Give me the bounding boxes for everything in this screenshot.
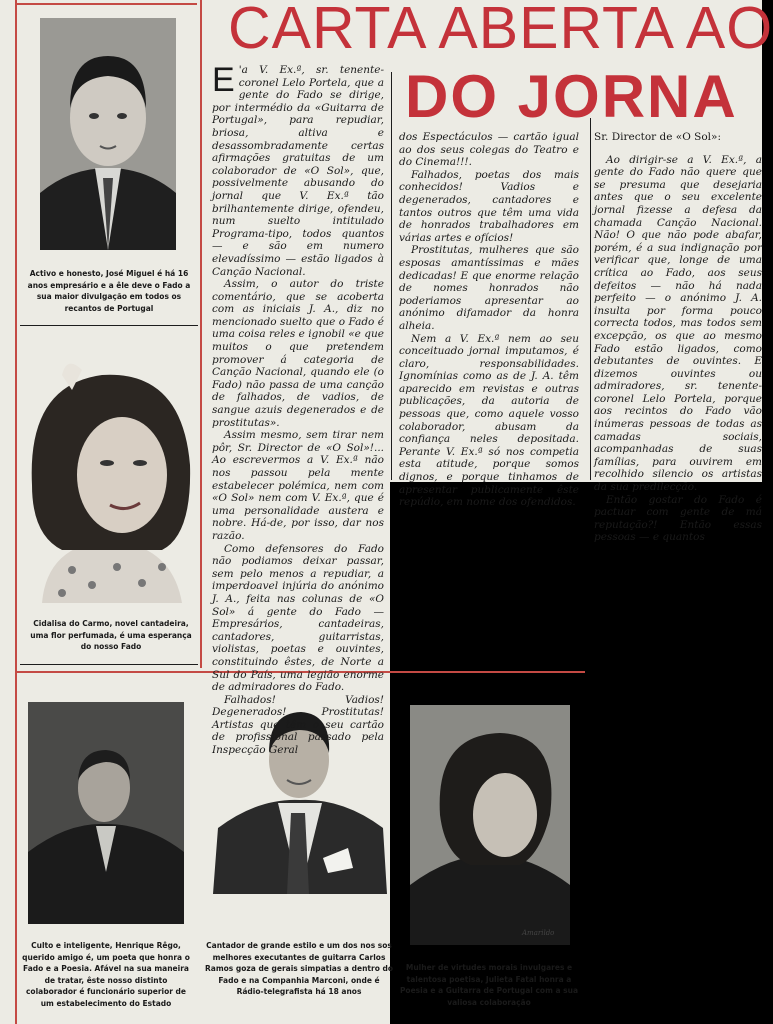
col2-paragraph-3: Prostitutas, mulheres que são esposas amantíssimas e mães dedicadas! E que enorme relação de nomes honrados não poderiamos apresentar ao anónimo difamador da honra alheia. <box>399 244 579 332</box>
caption-carlos-ramos: Cantador de grande estilo e um dos nos sos melhores executantes de guitarra Carlos Ramos goza de gerais simpatias a dentro do Fado e na Companhia Marconi, onde é Rádio-telegrafista há 18 anos <box>205 941 393 996</box>
col3-paragraph-2: Então gostar do Fado é pactuar com gente de má reputação?! Então essas pessoas — e quantos <box>594 493 762 544</box>
col3-paragraph-1: Ao dirigir-se a V. Ex.ª, a gente do Fado não quere que se presuma que desejaria antes que o seu excelente jornal fizesse a defesa da chamada Canção Nacional. Não! O que não pode abafar, porém, é a sua indignação por verificar que, longe de uma crítica ao Fado, aos seus defeitos — não há nada perfeito — o anónimo J. A. insulta por forma pouco correcta todos, mas todos sem excepção, os que ao mesmo Fado estão ligados, como debutantes de ouvintes. E dizemos ouvintes ou admiradores, sr. tenente-coronel Lelo Portela, porque aos recintos do Fado vão inúmeras pessoas de todas as camadas sociais, acompanhadas de suas famílias, para ouvirem em recolhido silencio os artistas da sua predilecção. <box>594 153 762 494</box>
col2-paragraph-1: dos Espectáculos — cartão igual ao dos seus colegas do Teatro e do Cinema!!!. <box>399 131 579 169</box>
col1-paragraph-1: 'a V. Ex.ª, sr. tenente-coronel Lelo Portela, que a gente do Fado se dirige, por intermédio da «Guitarra de Portugal», para repudiar, briosa, altiva e desassombradamente certas afirmações gratuitas de um colaborador de «O Sol», que, possivelmente abusando do jornal que V. Ex.ª tão brilhantemente dirige, ofendeu, num suelto intitulado Programa-tipo, todos quantos — e são em numero elevadíssimo — estão ligados à Canção Nacional. <box>212 64 384 278</box>
col1-paragraph-2: Assim, o autor do triste comentário, que se acoberta com as iniciais J. A., diz no mencionado suelto que o Fado é uma coisa reles e ignobil «e que muitos o que pretendem promover á categoria de Canção Nacional, quando ele (o Fado) não passa de uma canção de falhados, de vadios, de sangue azuis degenerados e de prostitutas». <box>212 278 384 429</box>
caption-julieta-fatal: Mulher de virtudes morais invulgares e talentosa poetisa, Julieta Fatal honra a Poesia e a Guitarra de Portugal com a sua valiosa colaboração <box>399 963 579 1007</box>
headline-line-1: CARTA ABERTA AO <box>228 0 773 61</box>
photo-jose-miguel <box>40 18 176 250</box>
portrait-man-image <box>40 18 176 250</box>
col1-paragraph-5: Falhados! Vadios! Degenerados! Prostitutas! Artistas que têm o seu cartão de profissional passado pela Inspecção Geral <box>212 693 384 757</box>
col3-heading: Sr. Director de «O Sol»: <box>594 131 721 143</box>
photo-julieta-fatal <box>410 705 570 945</box>
dropcap: E <box>212 61 235 99</box>
column-divider <box>391 72 392 480</box>
photo-cidalisa <box>22 345 196 603</box>
portrait-woman-image <box>22 345 196 603</box>
caption-cidalisa: Cidalisa do Carmo, novel cantadeira, uma flor perfumada, é uma esperança do nosso Fado <box>30 619 192 651</box>
left-divider-2 <box>20 664 198 665</box>
article-column-3 <box>594 131 762 544</box>
photo-signature: Amarildo <box>522 929 555 937</box>
portrait-julieta-image <box>410 705 570 945</box>
left-red-rule <box>15 0 17 1024</box>
article-column-1 <box>212 61 384 757</box>
col1-paragraph-4: Como defensores do Fado não podiamos deixar passar, sem pelo menos a repudiar, a imperdoavel injúria do anónimo J. A., feita nas colunas de «O Sol» á gente do Fado — Empresários, cantadeiras, cantadores, guitarristas, violistas, poetas e ouvintes, constituindo êstes, de Norte a Sul do País, uma legião enorme de admiradores do Fado. <box>212 542 384 694</box>
column-divider-2 <box>590 118 591 480</box>
scan-black-area-bottom <box>585 660 762 1024</box>
caption-jose-miguel: Activo e honesto, José Miguel é há 16 anos empresário e a êle deve o Fado a sua maior divulgação em todos os recantos de Portugal <box>27 269 191 313</box>
headline-line-2: DO JORNA <box>405 63 738 130</box>
photo-henrique-rego <box>28 702 184 924</box>
caption-henrique-rego: Culto e inteligente, Henrique Rêgo, querido amigo é, um poeta que honra o Fado e a Poesia. Afável na sua maneira de tratar, êste nosso distinto colaborador é funcionário superior de um estabelecimento do Estado <box>22 941 190 1008</box>
left-divider-1 <box>20 325 198 326</box>
article-column-2 <box>399 131 579 509</box>
vertical-red-rule <box>200 0 202 668</box>
top-red-rule <box>17 3 197 5</box>
col2-paragraph-2: Falhados, poetas dos mais conhecidos! Vadios e degenerados, cantadores e tantos outros que têm uma vida de honrados trabalhadores em várias artes e ofícios! <box>399 168 579 244</box>
col1-paragraph-3: Assim mesmo, sem tirar nem pôr, Sr. Director de «O Sol»!... Ao escrevermos a V. Ex.ª não nos passou pela mente estabelecer polémica, nem com «O Sol» nem com V. Ex.ª, que é uma personalidade austera e nobre. Há-de, por isso, dar nos razão. <box>212 429 384 542</box>
col2-paragraph-4: Nem a V. Ex.ª nem ao seu conceituado jornal imputamos, é claro, responsabilidades. Ignomínias como as de J. A. têm aparecido em revistas e outras publicações, da autoria de pessoas que, como aquele vosso colaborador, abusam da confiança neles depositada. Perante V. Ex.ª só nos competia esta atitude, porque somos dignos, e porque tinhamos de apresentar publicamente êste repúdio, em nome dos ofendidos. <box>399 332 579 509</box>
portrait-henrique-image <box>28 702 184 924</box>
